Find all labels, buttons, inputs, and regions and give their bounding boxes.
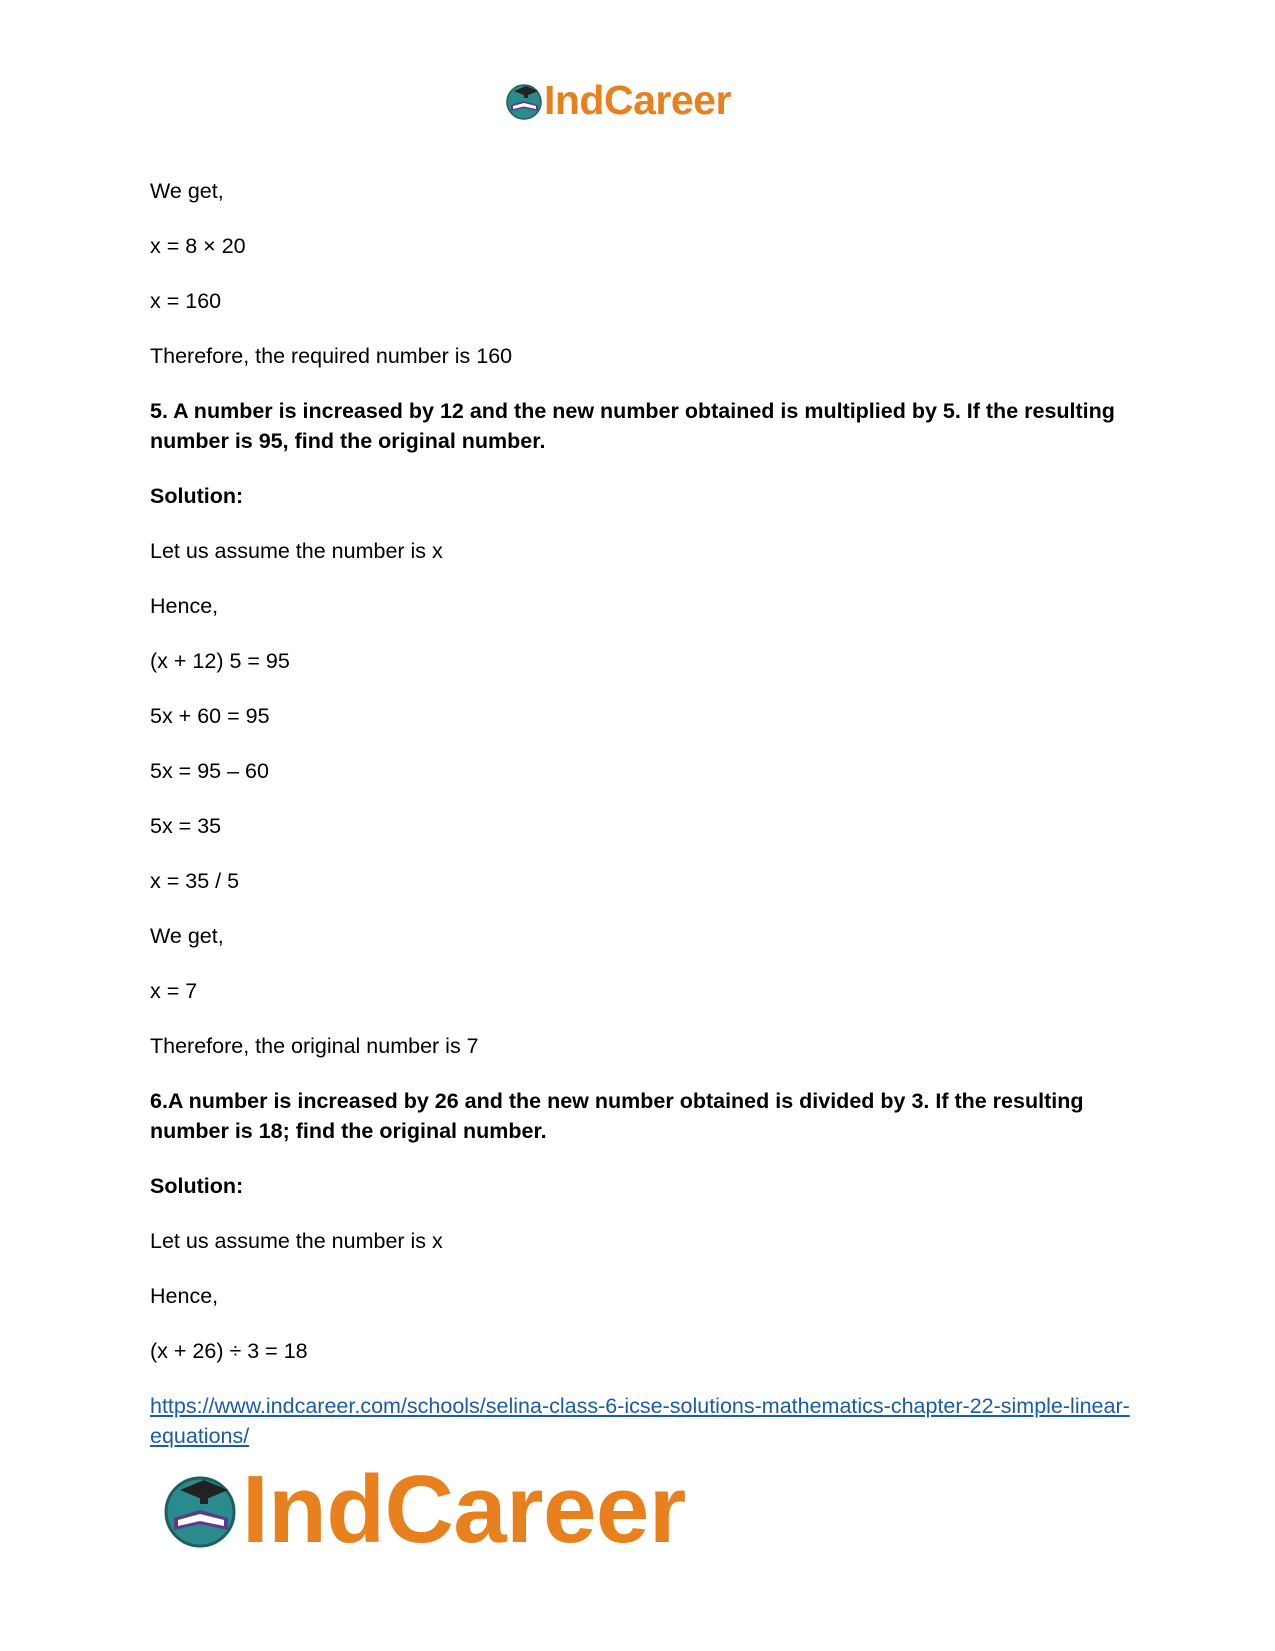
- body-text: We get,: [150, 179, 224, 203]
- body-text: (x + 12) 5 = 95: [150, 649, 290, 673]
- question-text: Solution:: [150, 1174, 244, 1198]
- body-text: Let us assume the number is x: [150, 539, 443, 563]
- body-text: Therefore, the required number is 160: [150, 344, 513, 368]
- body-text: x = 8 × 20: [150, 234, 246, 258]
- header-logo: [504, 77, 731, 123]
- question-text: 6.A number is increased by 26 and the new number obtained is divided by 3. If the resulting number is 18; find the original number.: [150, 1089, 1084, 1143]
- globe-book-icon: [504, 81, 544, 121]
- question-text: Solution:: [150, 484, 244, 508]
- body-text: We get,: [150, 924, 224, 948]
- body-text: 5x = 35: [150, 814, 222, 838]
- body-text: Let us assume the number is x: [150, 1229, 443, 1253]
- body-text: Therefore, the original number is 7: [150, 1034, 479, 1058]
- source-link[interactable]: https://www.indcareer.com/schools/selina-class-6-icse-solutions-mathematics-chapter-22-simple-linear-equations/: [150, 1394, 1130, 1448]
- question-text: 5. A number is increased by 12 and the new number obtained is multiplied by 5. If the resulting number is 95, find the original number.: [150, 399, 1115, 453]
- globe-book-icon: [160, 1470, 240, 1550]
- body-text: Hence,: [150, 1284, 219, 1308]
- body-text: x = 160: [150, 289, 222, 313]
- body-text: 5x = 95 – 60: [150, 759, 269, 783]
- footer-logo: [160, 1456, 686, 1563]
- body-text: x = 35 / 5: [150, 869, 240, 893]
- logo-text: IndCareer: [544, 77, 731, 123]
- body-text: x = 7: [150, 979, 198, 1003]
- body-text: 5x + 60 = 95: [150, 704, 270, 728]
- logo-text: IndCareer: [242, 1456, 686, 1563]
- body-text: (x + 26) ÷ 3 = 18: [150, 1339, 308, 1363]
- document-body: [150, 176, 1130, 1451]
- body-text: Hence,: [150, 594, 219, 618]
